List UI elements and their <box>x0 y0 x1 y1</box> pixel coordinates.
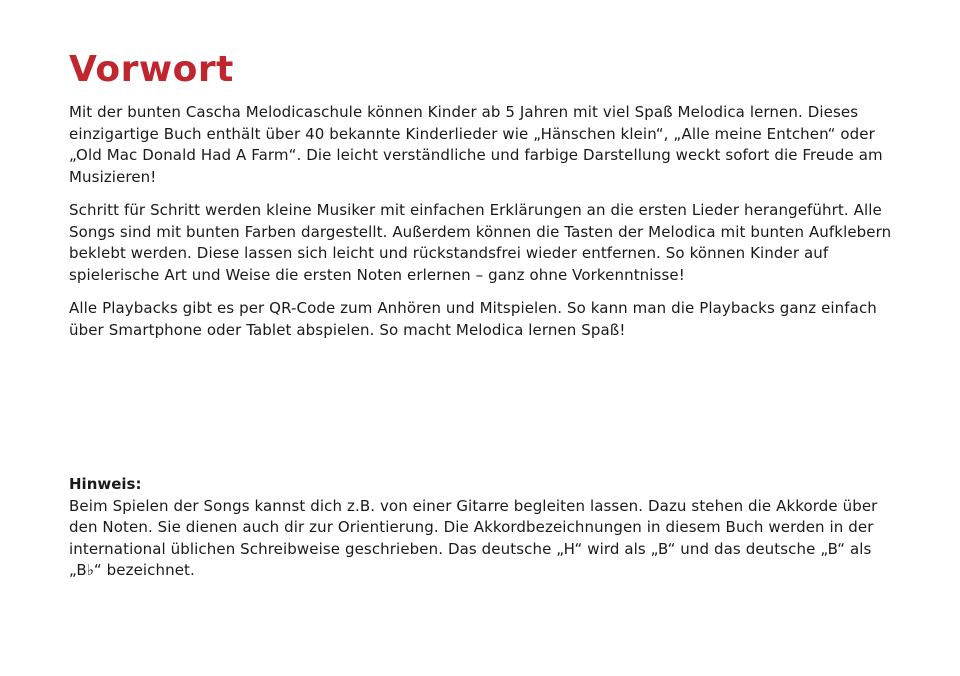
paragraph-playbacks: Alle Playbacks gibt es per QR-Code zum Anhören und Mitspielen. So kann man die Playbacks ganz einfach über Smartphone oder Tablet abspielen. So macht Melodica lernen Spaß! <box>69 299 877 339</box>
foreword-section <box>69 50 899 353</box>
page-title: Vorwort <box>69 49 234 90</box>
note-heading: Hinweis: <box>69 475 142 493</box>
paragraph-intro: Mit der bunten Cascha Melodicaschule können Kinder ab 5 Jahren mit viel Spaß Melodica lernen. Dieses einzigartige Buch enthält über 40 bekannte Kinderlieder wie „Hänschen klein“, „Alle meine Entchen“ oder „Old Mac Donald Had A Farm“. Die leicht verständliche und farbige Darstellung weckt sofort die Freude am Musizieren! <box>69 103 883 186</box>
paragraph-step-by-step: Schritt für Schritt werden kleine Musiker mit einfachen Erklärungen an die ersten Lieder herangeführt. Alle Songs sind mit bunten Farben dargestellt. Außerdem können die Tasten der Melodica mit bunten Aufklebern beklebt werden. Diese lassen sich leicht und rückstandsfrei wieder entfernen. So können Kinder auf spielerische Art und Weise die ersten Noten erlernen – ganz ohne Vorkenntnisse! <box>69 201 892 284</box>
note-section <box>69 474 899 582</box>
note-text: Beim Spielen der Songs kannst dich z.B. von einer Gitarre begleiten lassen. Dazu stehen die Akkorde über den Noten. Sie dienen auch dir zur Orientierung. Die Akkordbezeichnungen in diesem Buch werden in der international üblichen Schreibweise geschrieben. Das deutsche „H“ wird als „B“ und das deutsche „B“ als „B♭“ bezeichnet. <box>69 496 878 579</box>
